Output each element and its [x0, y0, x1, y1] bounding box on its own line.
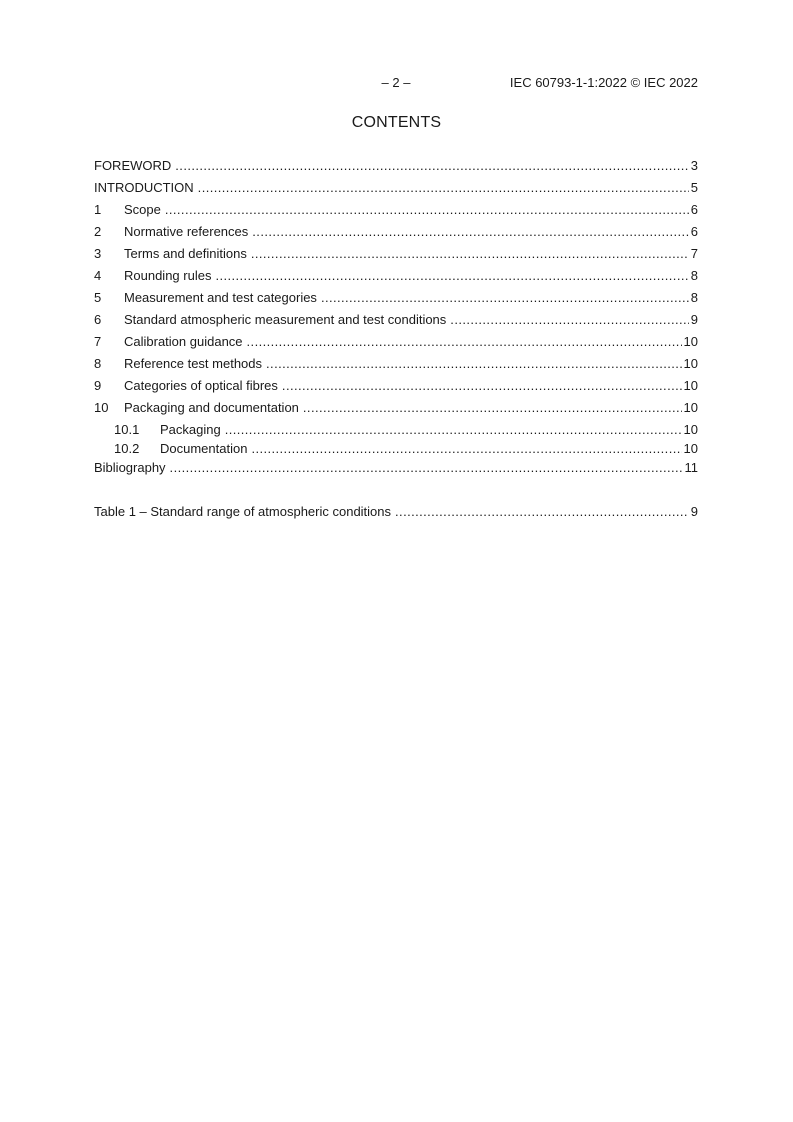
page-number: – 2 –: [381, 75, 411, 90]
toc-entry-label: Rounding rules .....: [124, 267, 698, 285]
toc-entry-foreword[interactable]: [94, 157, 698, 179]
toc-entry-documentation[interactable]: [94, 440, 698, 459]
toc-entry-page: 8: [690, 268, 698, 283]
toc-entry-terms-and-definitions[interactable]: [94, 245, 698, 267]
toc-entry-page: 7: [690, 246, 698, 261]
toc-entry-number: 10: [94, 400, 109, 415]
toc-entry-number: 6: [94, 312, 102, 327]
toc-entry-page: 10: [683, 400, 698, 415]
toc-entry-page: 6: [690, 224, 698, 239]
toc-entry-label: Standard atmospheric measurement and test conditions .....: [124, 311, 698, 329]
toc-entry-label: Normative references .....: [124, 223, 698, 241]
toc-entry-page: 3: [690, 158, 698, 173]
toc-entry-label: Packaging .....: [160, 421, 698, 439]
toc-entry-label: Scope .....: [124, 201, 698, 219]
toc-entry-page: 9: [690, 312, 698, 327]
toc-entry-label: Reference test methods .....: [124, 355, 698, 373]
toc-entry-label: INTRODUCTION .....: [94, 179, 698, 197]
toc-entry-reference-test-methods[interactable]: [94, 355, 698, 377]
toc-entry-categories-of-optical-fibres[interactable]: [94, 377, 698, 399]
toc-entry-normative-references[interactable]: [94, 223, 698, 245]
toc-entry-number: 8: [94, 356, 102, 371]
toc-entry-scope[interactable]: [94, 201, 698, 223]
toc-entry-page: 8: [690, 290, 698, 305]
toc-entry-page: 11: [684, 460, 698, 475]
toc-entry-page: 10: [683, 441, 698, 456]
toc-entry-label: Calibration guidance .....: [124, 333, 698, 351]
toc-entry-standard-atmospheric-conditions[interactable]: [94, 311, 698, 333]
toc-entry-packaging[interactable]: [94, 421, 698, 440]
toc-entry-calibration-guidance[interactable]: [94, 333, 698, 355]
toc-entry-number: 1: [94, 202, 102, 217]
toc-entry-introduction[interactable]: [94, 179, 698, 201]
toc-entry-label: Table 1 – Standard range of atmospheric conditions .....: [94, 503, 698, 521]
toc-entry-label: Terms and definitions .....: [124, 245, 698, 263]
toc-entry-page: 9: [690, 504, 698, 519]
toc-entry-label: Categories of optical fibres .....: [124, 377, 698, 395]
toc-entry-page: 10: [683, 334, 698, 349]
toc-entry-page: 6: [690, 202, 698, 217]
toc-entry-label: Measurement and test categories .....: [124, 289, 698, 307]
contents-title: CONTENTS: [351, 114, 442, 131]
toc-entry-number: 2: [94, 224, 102, 239]
toc-entry-number: 5: [94, 290, 102, 305]
toc-entry-label: Bibliography .....: [94, 459, 698, 477]
list-of-tables: [94, 503, 698, 525]
toc-entry-page: 10: [683, 378, 698, 393]
toc-entry-measurement-and-test-categories[interactable]: [94, 289, 698, 311]
toc-entry-number: 9: [94, 378, 102, 393]
toc-entry-number: 3: [94, 246, 102, 261]
toc-entry-label: Documentation .....: [160, 440, 698, 458]
toc-entry-page: 5: [690, 180, 698, 195]
toc-entry-label: Packaging and documentation .....: [124, 399, 698, 417]
toc-entry-packaging-and-documentation[interactable]: [94, 399, 698, 421]
toc-entry-label: FOREWORD .....: [94, 157, 698, 175]
toc-entry-rounding-rules[interactable]: [94, 267, 698, 289]
toc-entry-number: 10.2: [114, 441, 140, 456]
toc-entry-number: 10.1: [114, 422, 140, 437]
toc-entry-page: 10: [683, 356, 698, 371]
page-header: [94, 75, 698, 93]
toc-entry-number: 7: [94, 334, 102, 349]
toc-entry-bibliography[interactable]: [94, 459, 698, 481]
toc-entry-page: 10: [683, 422, 698, 437]
toc-entry-number: 4: [94, 268, 102, 283]
table-of-contents: [94, 157, 698, 481]
toc-entry-table-1[interactable]: [94, 503, 698, 525]
document-reference: IEC 60793-1-1:2022 © IEC 2022: [509, 75, 698, 90]
